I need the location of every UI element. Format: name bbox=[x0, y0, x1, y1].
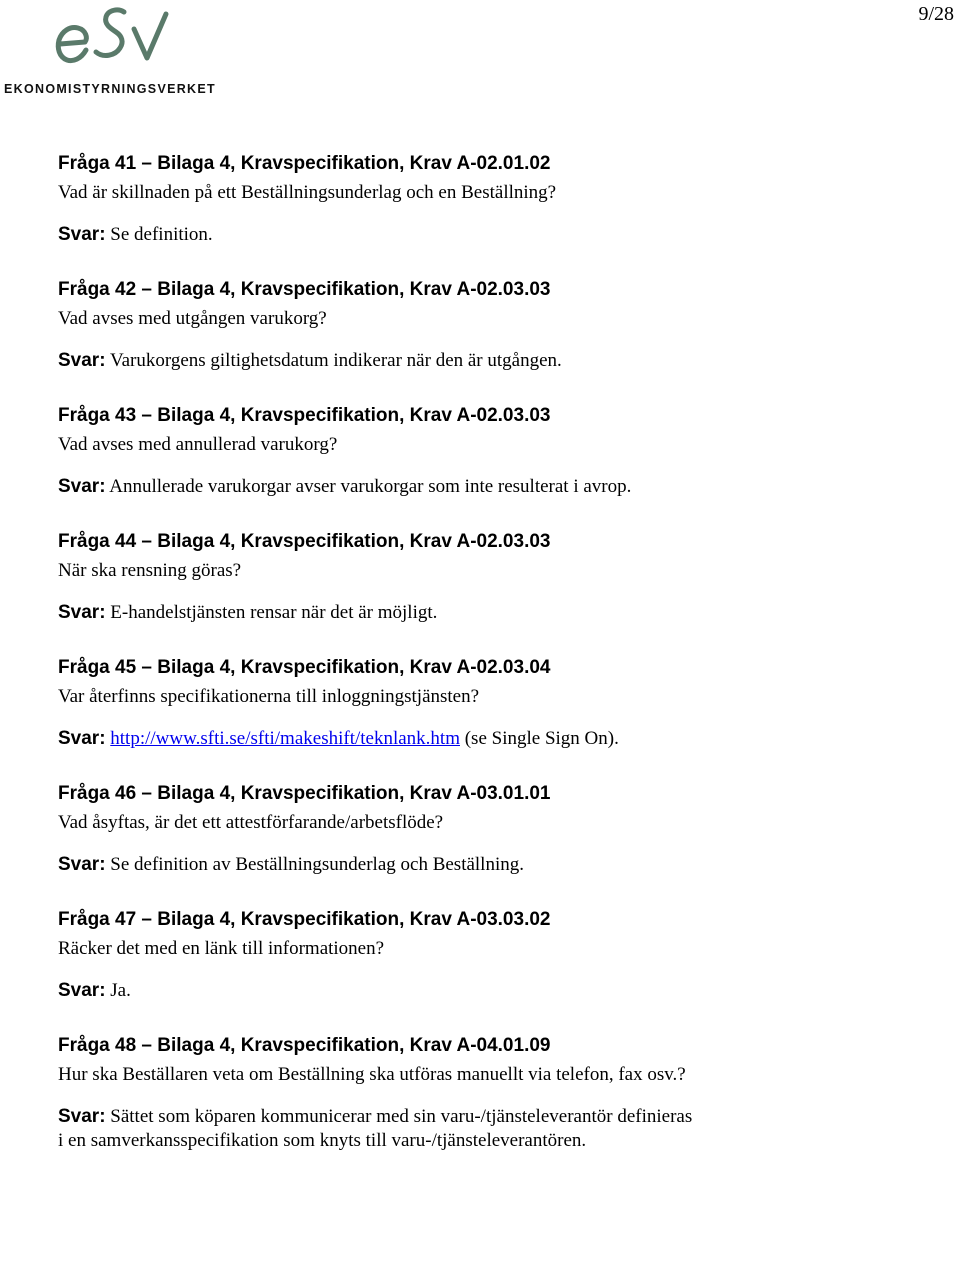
question-text: Hur ska Beställaren veta om Beställning ska utföras manuellt via telefon, fax osv.? bbox=[58, 1064, 686, 1085]
sfti-link[interactable]: http://www.sfti.se/sfti/makeshift/teknlank.htm bbox=[110, 728, 460, 749]
answer-label: Svar: bbox=[58, 602, 106, 623]
question-text: Vad avses med annullerad varukorg? bbox=[58, 434, 338, 455]
esv-logo-mark bbox=[54, 6, 179, 68]
question-heading: Fråga 42 – Bilaga 4, Kravspecifikation, Krav A-02.03.03 bbox=[58, 279, 551, 300]
answer bbox=[58, 1105, 948, 1153]
question-heading: Fråga 43 – Bilaga 4, Kravspecifikation, Krav A-02.03.03 bbox=[58, 405, 551, 426]
logo-wordmark: EKONOMISTYRNINGSVERKET bbox=[4, 82, 216, 96]
question-text: Vad avses med utgången varukorg? bbox=[58, 308, 327, 329]
question-text: När ska rensning göras? bbox=[58, 560, 242, 581]
question-heading: Fråga 46 – Bilaga 4, Kravspecifikation, Krav A-03.01.01 bbox=[58, 783, 551, 804]
answer-text: (se Single Sign On). bbox=[464, 728, 619, 749]
page-number: 9/28 bbox=[918, 3, 954, 25]
qa-item bbox=[58, 908, 948, 1003]
answer-label: Svar: bbox=[58, 1106, 106, 1127]
answer bbox=[58, 979, 948, 1003]
qa-item bbox=[58, 1034, 948, 1153]
answer-label: Svar: bbox=[58, 728, 106, 749]
question-heading: Fråga 41 – Bilaga 4, Kravspecifikation, Krav A-02.01.02 bbox=[58, 153, 551, 174]
answer-label: Svar: bbox=[58, 476, 106, 497]
answer-text: E-handelstjänsten rensar när det är möjligt. bbox=[110, 602, 438, 623]
question-heading: Fråga 45 – Bilaga 4, Kravspecifikation, Krav A-02.03.04 bbox=[58, 657, 551, 678]
question-heading: Fråga 48 – Bilaga 4, Kravspecifikation, Krav A-04.01.09 bbox=[58, 1035, 551, 1056]
qa-item bbox=[58, 404, 948, 499]
answer bbox=[58, 601, 948, 625]
qa-item bbox=[58, 530, 948, 625]
answer-label: Svar: bbox=[58, 350, 106, 371]
qa-item bbox=[58, 656, 948, 751]
question-text: Vad är skillnaden på ett Beställningsunderlag och en Beställning? bbox=[58, 182, 557, 203]
answer bbox=[58, 475, 948, 499]
qa-item bbox=[58, 782, 948, 877]
esv-logo bbox=[4, 6, 220, 96]
answer bbox=[58, 223, 948, 247]
answer bbox=[58, 727, 948, 751]
answer-label: Svar: bbox=[58, 854, 106, 875]
answer-text: Se definition av Beställningsunderlag och Beställning. bbox=[110, 854, 524, 875]
answer-text: Ja. bbox=[110, 980, 131, 1001]
question-text: Var återfinns specifikationerna till inloggningstjänsten? bbox=[58, 686, 480, 707]
answer-text: Varukorgens giltighetsdatum indikerar när den är utgången. bbox=[109, 350, 562, 371]
qa-list bbox=[58, 152, 948, 1184]
question-text: Vad åsyftas, är det ett attestförfarande/arbetsflöde? bbox=[58, 812, 444, 833]
answer-text: Se definition. bbox=[110, 224, 213, 245]
answer-text: Sättet som köparen kommunicerar med sin varu-/tjänsteleverantör definieras bbox=[110, 1106, 693, 1127]
answer-text: Annullerade varukorgar avser varukorgar som inte resulterat i avrop. bbox=[109, 476, 632, 497]
answer-text: i en samverkansspecifikation som knyts till varu-/tjänsteleverantören. bbox=[58, 1130, 587, 1151]
qa-item bbox=[58, 278, 948, 373]
answer-label: Svar: bbox=[58, 980, 106, 1001]
answer-label: Svar: bbox=[58, 224, 106, 245]
question-heading: Fråga 44 – Bilaga 4, Kravspecifikation, Krav A-02.03.03 bbox=[58, 531, 551, 552]
answer bbox=[58, 853, 948, 877]
question-heading: Fråga 47 – Bilaga 4, Kravspecifikation, Krav A-03.03.02 bbox=[58, 909, 551, 930]
answer bbox=[58, 349, 948, 373]
question-text: Räcker det med en länk till informationen? bbox=[58, 938, 385, 959]
qa-item bbox=[58, 152, 948, 247]
